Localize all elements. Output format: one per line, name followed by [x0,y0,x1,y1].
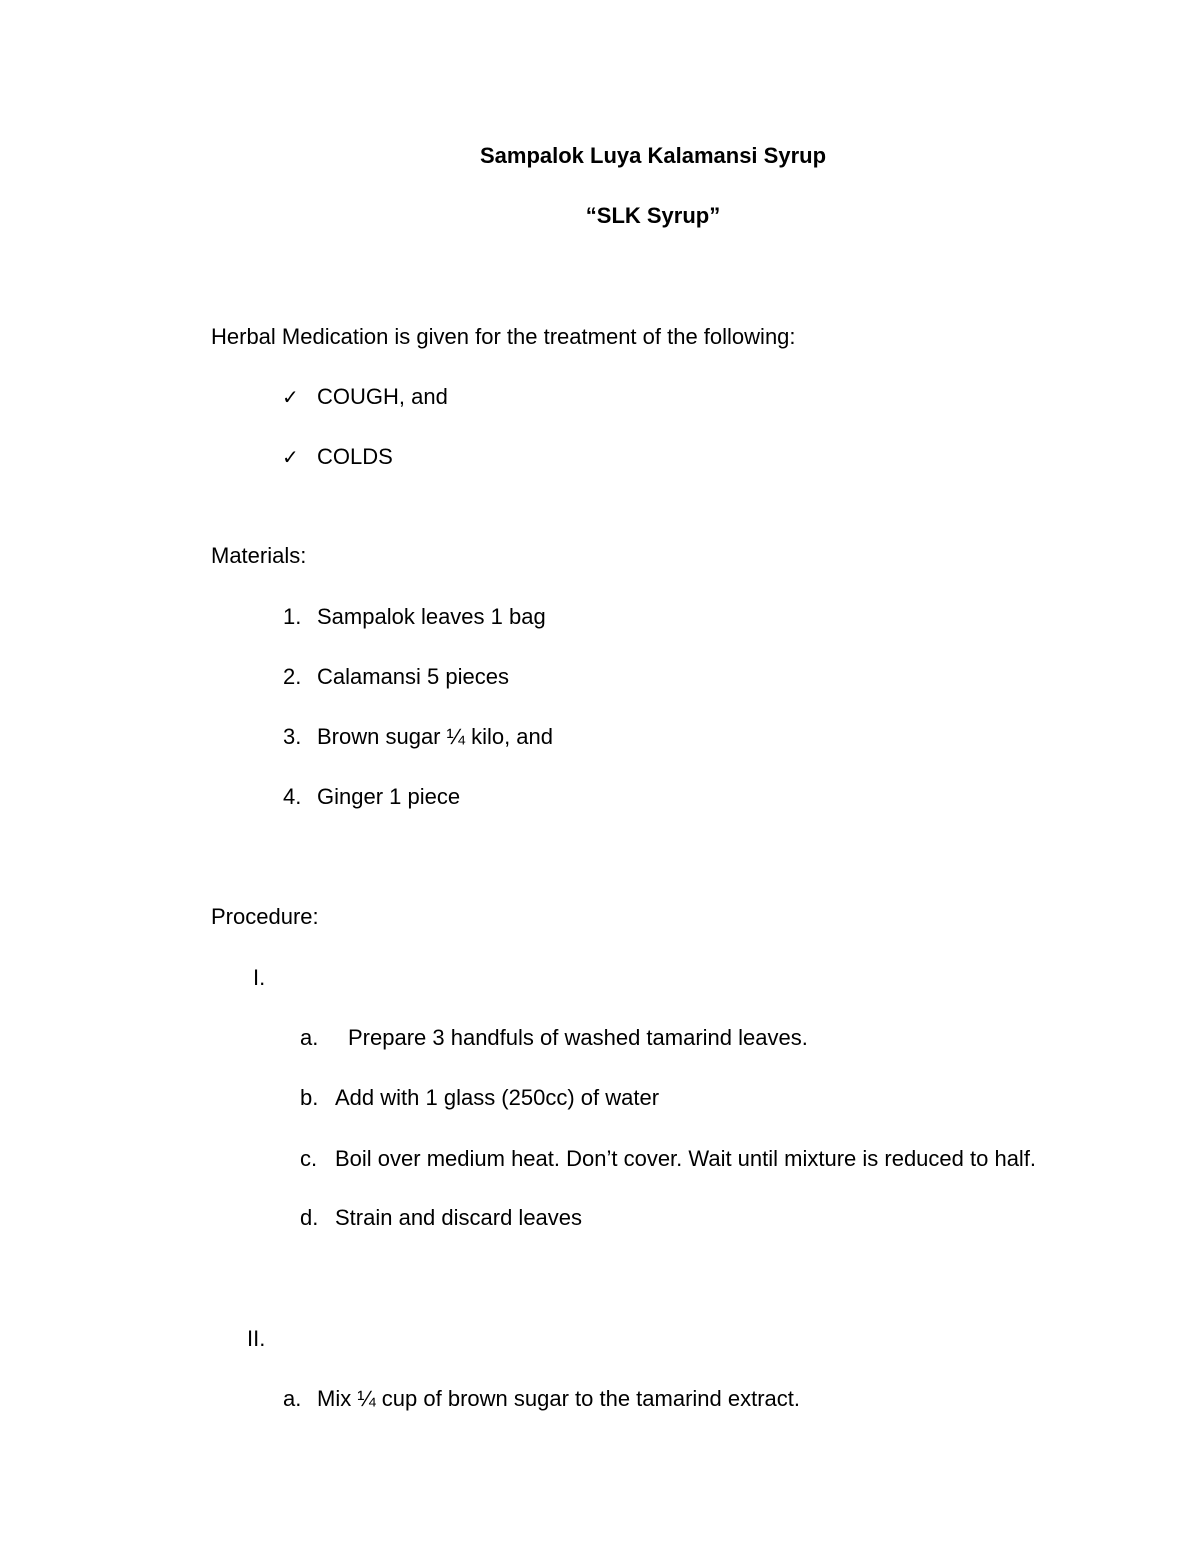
material-item: Ginger 1 piece [317,784,461,809]
indication-item: COLDS [317,444,393,469]
section-numeral: II. [247,1326,266,1351]
step-letter: b. [300,1085,319,1110]
check-icon: ✓ [282,385,299,409]
procedure-step: Boil over medium heat. Don’t cover. Wait until mixture is reduced to half. [335,1146,1037,1171]
material-item: Calamansi 5 pieces [317,664,509,689]
step-letter: d. [300,1205,319,1230]
check-icon: ✓ [282,445,299,469]
section-numeral: I. [253,965,266,990]
material-item: Sampalok leaves 1 bag [317,604,546,629]
step-letter: c. [300,1146,318,1171]
procedure-step: Add with 1 glass (250cc) of water [335,1085,660,1110]
indication-item: COUGH, and [317,384,448,409]
procedure-step: Prepare 3 handfuls of washed tamarind leaves. [348,1025,808,1050]
list-number: 3. [283,724,302,749]
list-number: 4. [283,784,302,809]
step-letter: a. [283,1386,302,1411]
list-number: 1. [283,604,302,629]
material-item: Brown sugar ¼ kilo, and [317,724,554,749]
procedure-step: Strain and discard leaves [335,1205,583,1230]
document-title: Sampalok Luya Kalamansi Syrup [479,143,827,168]
materials-heading: Materials: [211,543,307,568]
procedure-step: Mix ¼ cup of brown sugar to the tamarind extract. [317,1386,801,1411]
procedure-heading: Procedure: [211,904,319,929]
intro-text: Herbal Medication is given for the treatment of the following: [211,324,796,349]
list-number: 2. [283,664,302,689]
document-subtitle: “SLK Syrup” [585,203,721,228]
step-letter: a. [300,1025,319,1050]
